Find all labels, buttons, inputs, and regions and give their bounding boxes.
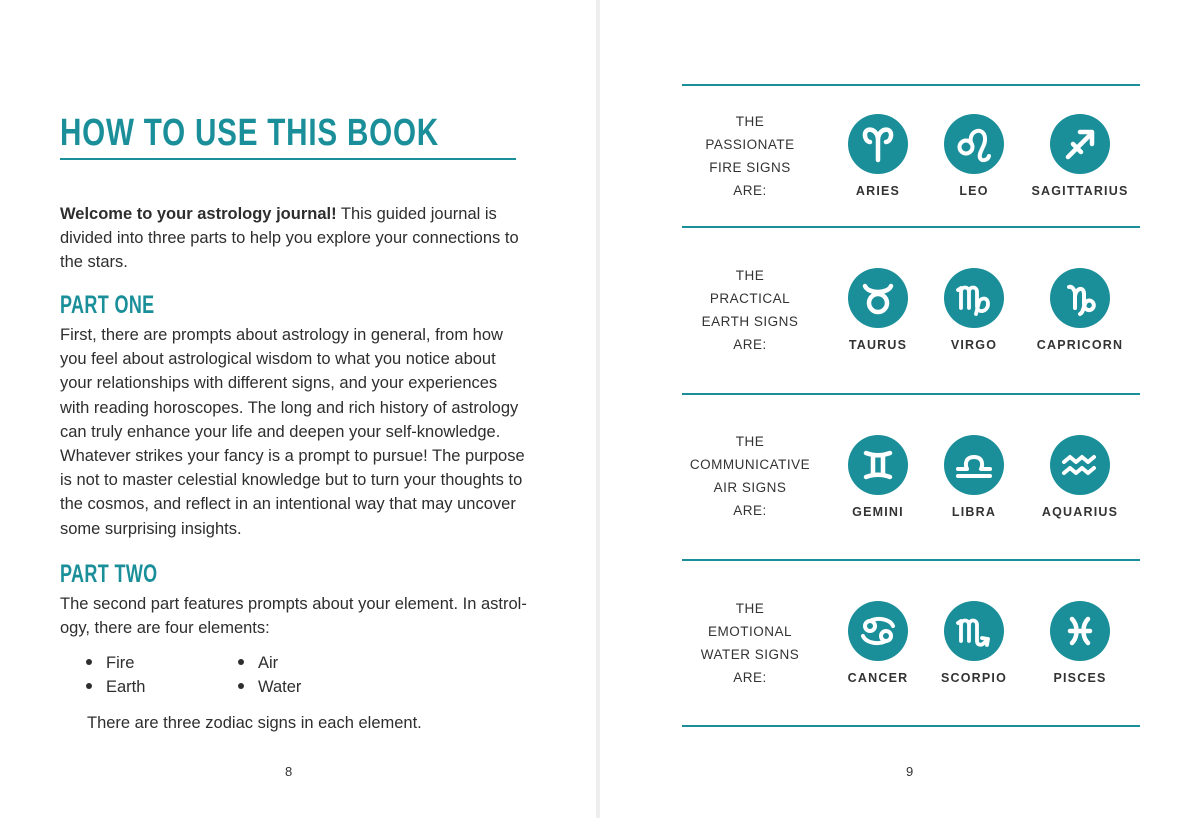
- sign-gemini: [823, 435, 933, 519]
- sign-scorpio: [919, 601, 1029, 685]
- bullet-icon: [86, 683, 92, 689]
- label-line: FIRE SIGNS: [709, 160, 791, 175]
- page-title: HOW TO USE THIS BOOK: [60, 112, 439, 154]
- pisces-icon: [1050, 601, 1110, 661]
- taurus-icon: [848, 268, 908, 328]
- part-one-heading: PART ONE: [60, 291, 155, 319]
- label-line: AIR SIGNS: [713, 480, 787, 495]
- water-signs-group: [682, 597, 1140, 707]
- sign-name: GEMINI: [852, 505, 904, 519]
- intro-bold: Welcome to your astrology journal!: [60, 205, 337, 223]
- sign-libra: [919, 435, 1029, 519]
- intro-paragraph: [60, 202, 530, 275]
- label-line: PRACTICAL: [709, 291, 791, 306]
- label-line: ARE:: [733, 503, 767, 518]
- scorpio-icon: [944, 601, 1004, 661]
- sign-name: LIBRA: [951, 505, 997, 519]
- part-one-text: First, there are prompts about astrology in general, from how you feel about astrological wisdom to what you notice about your relationships with different signs, and your experiences with reading horoscopes. The long and rich history of astrology can truly enhance your life and deepen your self-knowledge. Whatever strikes your fancy is a prompt to pursue! The purpose is not to master celestial knowledge but to turn your thoughts to the cosmos, and reflect in an intentional way that may uncover some surprising insights.: [60, 326, 525, 538]
- list-item: [86, 675, 145, 699]
- sign-name: ARIES: [855, 184, 901, 198]
- label-line: EARTH SIGNS: [701, 314, 799, 329]
- title-underline: [60, 158, 516, 160]
- divider-rule: [682, 559, 1140, 561]
- air-signs-group: [682, 430, 1140, 540]
- label-line: ARE:: [733, 670, 767, 685]
- part-two-heading: PART TWO: [60, 560, 158, 588]
- elements-note: There are three zodiac signs in each element.: [87, 714, 422, 732]
- sign-virgo: [919, 268, 1029, 352]
- virgo-icon: [944, 268, 1004, 328]
- label-line: THE: [735, 114, 765, 129]
- earth-signs-group: [682, 264, 1140, 374]
- sign-aquarius: [1025, 435, 1135, 519]
- label-line: ARE:: [733, 183, 767, 198]
- label-line: EMOTIONAL: [707, 624, 792, 639]
- label-line: COMMUNICATIVE: [689, 457, 811, 472]
- page-number-right: 9: [906, 764, 914, 779]
- label-line: ARE:: [733, 337, 767, 352]
- list-item: [86, 651, 134, 675]
- list-item: [238, 675, 301, 699]
- fire-signs-group: [682, 110, 1140, 220]
- element-label: Water: [258, 678, 302, 696]
- divider-rule: [682, 725, 1140, 727]
- intro-text: This guided journal is divided into three parts to help you explore your connections to the stars.: [60, 205, 519, 272]
- leo-icon: [944, 114, 1004, 174]
- label-line: THE: [735, 601, 765, 616]
- element-label: Earth: [106, 678, 146, 696]
- elements-list: [86, 651, 386, 701]
- sign-name: VIRGO: [950, 338, 998, 352]
- sign-capricorn: [1025, 268, 1135, 352]
- bullet-icon: [238, 659, 244, 665]
- cancer-icon: [848, 601, 908, 661]
- element-label: Air: [258, 654, 279, 672]
- aquarius-icon: [1050, 435, 1110, 495]
- sign-name: TAURUS: [848, 338, 908, 352]
- sign-name: LEO: [959, 184, 989, 198]
- sign-pisces: [1025, 601, 1135, 685]
- sign-cancer: [823, 601, 933, 685]
- sign-leo: [919, 114, 1029, 198]
- sign-aries: [823, 114, 933, 198]
- group-label: [682, 264, 818, 356]
- label-line: PASSIONATE: [705, 137, 795, 152]
- aries-icon: [848, 114, 908, 174]
- sign-name: CAPRICORN: [1036, 338, 1124, 352]
- left-page: [0, 0, 596, 818]
- group-label: [682, 430, 818, 522]
- capricorn-icon: [1050, 268, 1110, 328]
- sign-name: PISCES: [1053, 671, 1107, 685]
- label-line: WATER SIGNS: [700, 647, 800, 662]
- bullet-icon: [238, 683, 244, 689]
- element-label: Fire: [106, 654, 135, 672]
- sign-name: SAGITTARIUS: [1031, 184, 1129, 198]
- sign-name: CANCER: [847, 671, 909, 685]
- sign-name: SCORPIO: [940, 671, 1008, 685]
- page-number-left: 8: [285, 764, 293, 779]
- sign-taurus: [823, 268, 933, 352]
- libra-icon: [944, 435, 1004, 495]
- gemini-icon: [848, 435, 908, 495]
- label-line: THE: [735, 434, 765, 449]
- divider-rule: [682, 393, 1140, 395]
- list-item: [238, 651, 278, 675]
- sign-sagittarius: [1025, 114, 1135, 198]
- group-label: [682, 110, 818, 202]
- label-line: THE: [735, 268, 765, 283]
- part-two-text: The second part features prompts about your element. In astrol-ogy, there are four elements:: [60, 595, 527, 638]
- sagittarius-icon: [1050, 114, 1110, 174]
- group-label: [682, 597, 818, 689]
- bullet-icon: [86, 659, 92, 665]
- sign-name: AQUARIUS: [1041, 505, 1119, 519]
- divider-rule: [682, 84, 1140, 86]
- divider-rule: [682, 226, 1140, 228]
